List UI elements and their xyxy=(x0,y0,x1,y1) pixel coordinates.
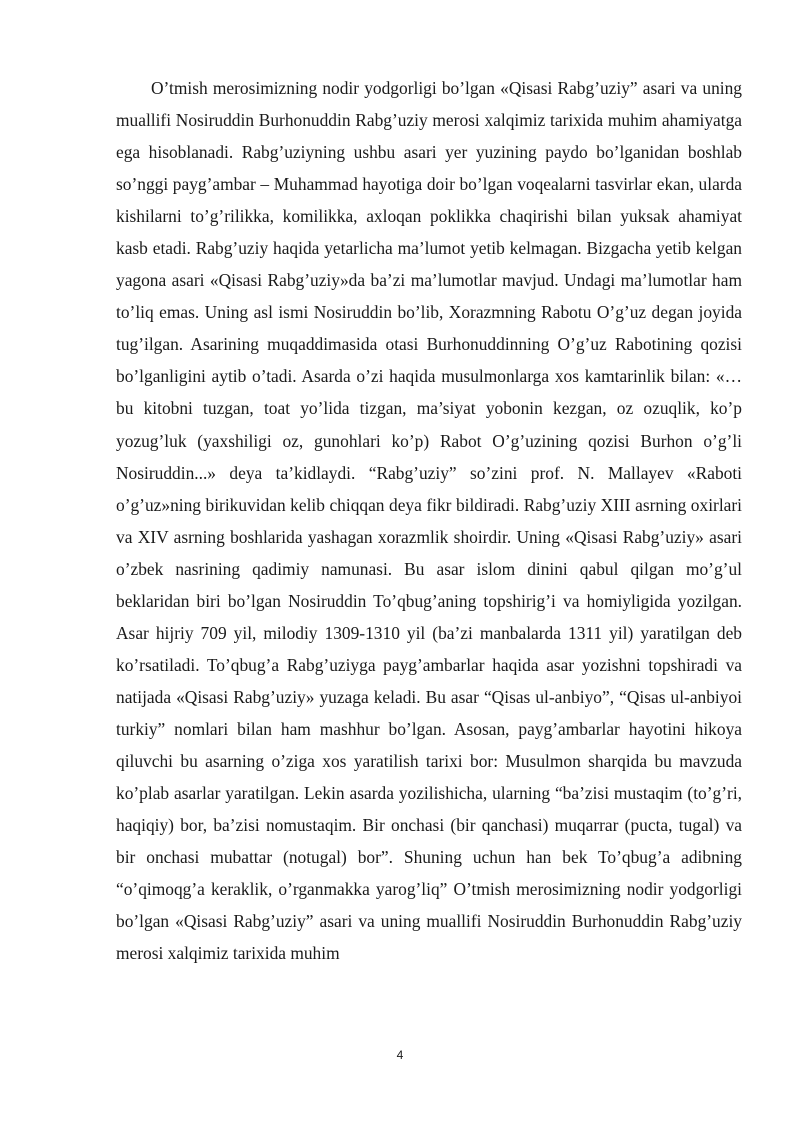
page-number: 4 xyxy=(396,1048,404,1062)
body-text xyxy=(116,72,742,969)
paragraph: O’tmish merosimizning nodir yodgorligi bo’lgan «Qisasi Rabg’uziy” asari va uning muallifi Nosiruddin Burhonuddin Rabg’uziy merosi xalqimiz tarixida muhim ahamiyatga ega hisoblanadi. Rabg’uziyning ushbu asari yer yuzining paydo bo’lganidan boshlab so’nggi payg’ambar – Muhammad hayotiga doir bo’lgan voqealarni tasvirlar ekan, ularda kishilarni to’g’rilikka, komilikka, axloqan poklikka chaqirishi bilan yuksak ahamiyat kasb etadi. Rabg’uziy haqida yetarlicha ma’lumot yetib kelmagan. Bizgacha yetib kelgan yagona asari «Qisasi Rabg’uziy»da ba’zi ma’lumotlar mavjud. Undagi ma’lumotlar ham to’liq emas. Uning asl ismi Nosiruddin bo’lib, Xorazmning Rabotu O’g’uz degan joyida tug’ilgan. Asarining muqaddimasida otasi Burhonuddinning O’g’uz Rabotining qozisi bo’lganligini aytib o’tadi. Asarda o’zi haqida musulmonlarga xos kamtarinlik bilan: «…bu kitobni tuzgan, toat yo’lida tizgan, ma’siyat yobonin kezgan, oz ozuqlik, ko’p yozug’luk (yaxshiligi oz, gunohlari ko’p) Rabot O’g’uzining qozisi Burhon o’g’li Nosiruddin...» deya ta’kidlaydi. “Rabg’uziy” so’zini prof. N. Mallayev «Raboti o’g’uz»ning birikuvidan kelib chiqqan deya fikr bildiradi. Rabg’uziy XIII asrning oxirlari va XIV asrning boshlarida yashagan xorazmlik shoirdir. Uning «Qisasi Rabg’uziy» asari o’zbek nasrining qadimiy namunasi. Bu asar islom dinini qabul qilgan mo’g’ul beklaridan biri bo’lgan Nosiruddin To’qbug’aning topshirig’i va homiyligida yozilgan. Asar hijriy 709 yil, milodiy 1309-1310 yil (ba’zi manbalarda 1311 yil) yaratilgan deb ko’rsatiladi. To’qbug’a Rabg’uziyga payg’ambarlar haqida asar yozishni topshiradi va natijada «Qisasi Rabg’uziy» yuzaga keladi. Bu asar “Qisas ul-anbiyo”, “Qisas ul-anbiyoi turkiy” nomlari bilan ham mashhur bo’lgan. Asosan, payg’ambarlar hayotini hikoya qiluvchi bu asarning o’ziga xos yaratilish tarixi bor: Musulmon sharqida bu mavzuda ko’plab asarlar yaratilgan. Lekin asarda yozilishicha, ularning “ba’zisi mustaqim (to’g’ri, haqiqiy) bor, ba’zisi nomustaqim. Bir onchasi (bir qanchasi) muqarrar (pucta, tugal) va bir onchasi mubattar (notugal) bor”. Shuning uchun han bek To’qbug’a adibning “o’qimoqg’a keraklik, o’rganmakka yarog’liq” O’tmish merosimizning nodir yodgorligi bo’lgan «Qisasi Rabg’uziy” asari va uning muallifi Nosiruddin Burhonuddin Rabg’uziy merosi xalqimiz tarixida muhim xyxy=(116,78,742,964)
